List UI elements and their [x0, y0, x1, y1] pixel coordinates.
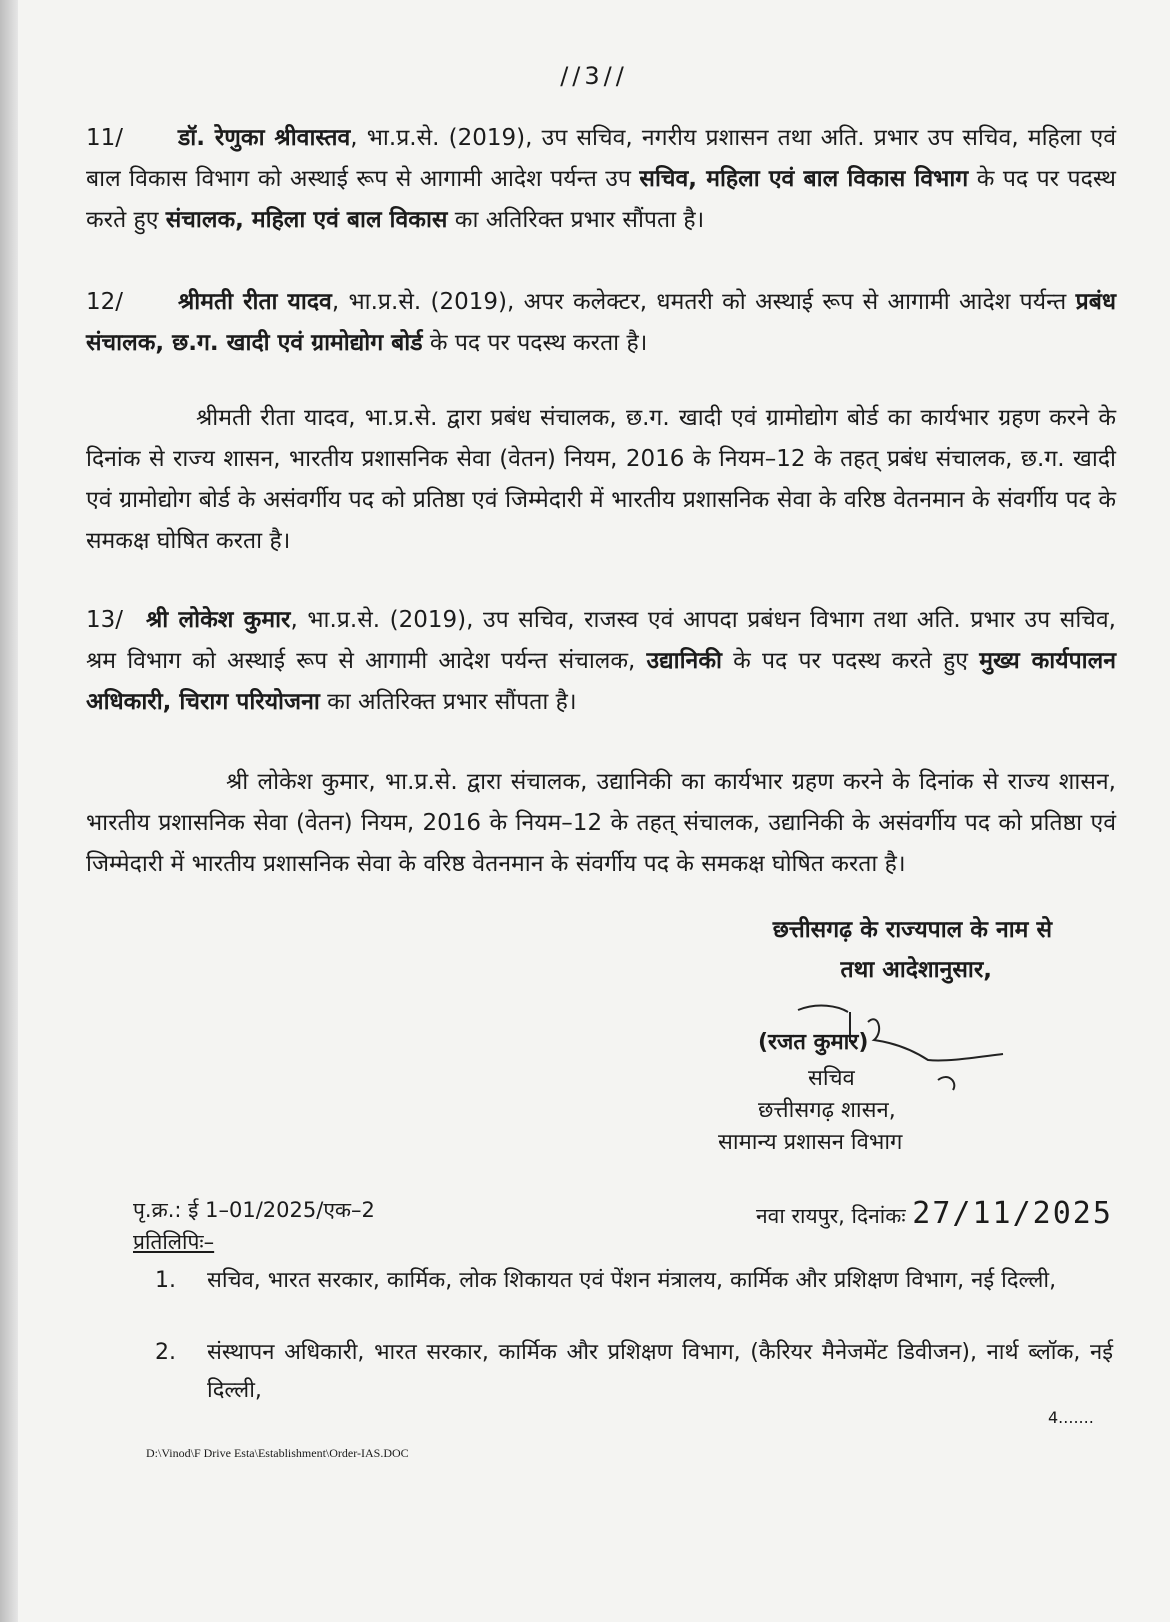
authority-line-1: छत्तीसगढ़ के राज्यपाल के नाम से — [772, 917, 1052, 943]
paragraph-text: श्री लोकेश कुमार, भा.प्र.से. द्वारा संचालक, उद्यानिकी का कार्यभार ग्रहण करने के दिनांक से राज्य शासन, भारतीय प्रशासनिक सेवा (वेतन) नियम, 2016 के नियम–12 के तहत् संचालक, उद्यानिकी के असंवर्गीय पद को प्रतिष्ठा एवं जिम्मेदारी में भारतीय प्रशासनिक सेवा के वरिष्ठ वेतनमान के संवर्गीय पद के समकक्ष घोषित करता है। — [86, 769, 1116, 877]
signatory-name: (रजत कुमार) — [758, 1030, 869, 1055]
paragraph-11 — [86, 118, 1116, 241]
page-edge-shadow — [0, 0, 18, 1622]
page-number-header: //3// — [560, 62, 628, 90]
post-title: प्रबंध संचालक, छ.ग. खादी एवं ग्रामोद्योग बोर्ड — [86, 289, 1116, 356]
signatory-department: सामान्य प्रशासन विभाग — [718, 1130, 903, 1155]
copy-number: 1. — [155, 1268, 176, 1293]
paragraph-text: , भा.प्र.से. (2019), उप सचिव, राजस्व एवं आपदा प्रबंधन विभाग तथा अति. प्रभार उप सचिव, श्रम विभाग को अस्थाई रूप से आगामी आदेश पर्यन्त संचालक, — [86, 607, 1116, 674]
copy-to-heading: प्रतिलिपिः– — [133, 1230, 215, 1254]
place-date — [756, 1196, 1113, 1231]
paragraph-12-sub — [86, 398, 1116, 562]
paragraph-text: श्रीमती रीता यादव, भा.प्र.से. द्वारा प्रबंध संचालक, छ.ग. खादी एवं ग्रामोद्योग बोर्ड का कार्यभार ग्रहण करने के दिनांक से राज्य शासन, भारतीय प्रशासनिक सेवा (वेतन) नियम, 2016 के नियम–12 के तहत् प्रबंध संचालक, छ.ग. खादी एवं ग्रामोद्योग बोर्ड के असंवर्गीय पद को प्रतिष्ठा एवं जिम्मेदारी में भारतीय प्रशासनिक सेवा के वरिष्ठ वेतनमान के संवर्गीय पद के समकक्ष घोषित करता है। — [86, 405, 1116, 554]
signatory-office: छत्तीसगढ़ शासन, — [758, 1098, 896, 1123]
copy-item — [133, 1262, 1113, 1342]
post-title: संचालक, महिला एवं बाल विकास — [165, 207, 448, 233]
authority-block — [773, 910, 1052, 990]
paragraph-text: का अतिरिक्त प्रभार सौंपता है। — [319, 689, 577, 715]
officer-name: श्री लोकेश कुमार — [146, 607, 291, 633]
authority-line-2: तथा आदेशानुसार, — [840, 957, 992, 983]
paragraph-text: का अतिरिक्त प्रभार सौंपता है। — [447, 207, 705, 233]
paragraph-12 — [86, 282, 1116, 364]
place-label: नवा रायपुर, दिनांकः — [756, 1204, 906, 1228]
copy-item — [133, 1334, 1113, 1414]
post-title: उद्यानिकी — [646, 648, 722, 674]
reference-number: पृ.क्र.: ई 1–01/2025/एक–2 — [133, 1198, 375, 1222]
paragraph-13-sub — [86, 762, 1116, 885]
post-title: सचिव, महिला एवं बाल विकास विभाग — [639, 166, 969, 192]
paragraph-13 — [86, 600, 1116, 723]
paragraph-text: के पद पर पदस्थ करता है। — [422, 330, 648, 356]
officer-name: श्रीमती रीता यादव — [178, 289, 332, 315]
copy-text: सचिव, भारत सरकार, कार्मिक, लोक शिकायत एवं पेंशन मंत्रालय, कार्मिक और प्रशिक्षण विभाग, नई दिल्ली, — [207, 1268, 1057, 1293]
document-page — [18, 0, 1170, 1622]
paragraph-text: के पद पर पदस्थ करते हुए — [86, 166, 1117, 233]
paragraph-text: , भा.प्र.से. (2019), उप सचिव, नगरीय प्रशासन तथा अति. प्रभार उप सचिव, महिला एवं बाल विकास विभाग को अस्थाई रूप से आगामी आदेश पर्यन्त उप — [86, 125, 1116, 192]
post-title: मुख्य कार्यपालन अधिकारी, चिराग परियोजना — [86, 648, 1116, 715]
signatory-designation: सचिव — [808, 1066, 855, 1091]
paragraph-text: , भा.प्र.से. (2019), अपर कलेक्टर, धमतरी को अस्थाई रूप से आगामी आदेश पर्यन्त — [331, 289, 1076, 315]
copy-text: संस्थापन अधिकारी, भारत सरकार, कार्मिक और प्रशिक्षण विभाग, (कैरियर मैनेजमेंट डिवीजन), नार्थ ब्लॉक, नई दिल्ली, — [207, 1340, 1113, 1403]
item-number: 11/ — [86, 125, 124, 151]
officer-name: डॉ. रेणुका श्रीवास्तव — [178, 125, 351, 151]
handwritten-date: 27/11/2025 — [912, 1196, 1113, 1231]
item-number: 12/ — [86, 289, 124, 315]
file-path-footer: D:\Vinod\F Drive Esta\Establishment\Order-IAS.DOC — [146, 1446, 409, 1460]
paragraph-text: के पद पर पदस्थ करते हुए — [721, 648, 980, 674]
continued-page-number: 4....... — [1048, 1408, 1094, 1427]
copy-number: 2. — [155, 1340, 176, 1365]
item-number: 13/ — [86, 607, 124, 633]
